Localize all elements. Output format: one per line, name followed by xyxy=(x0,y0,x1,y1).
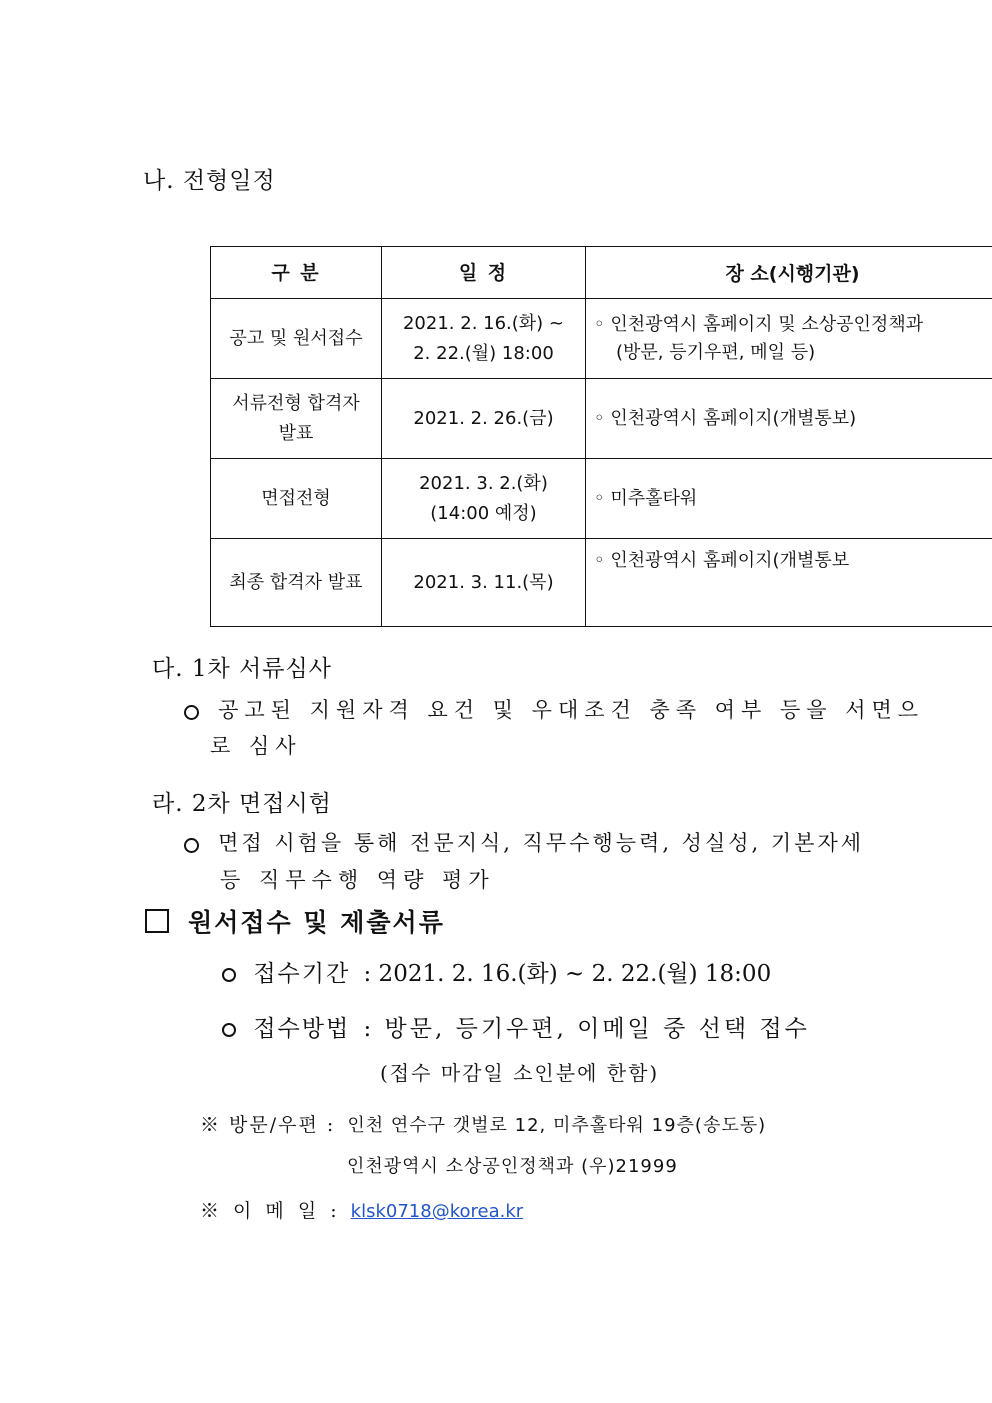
bullet-item: 면접 시험을 통해 전문지식, 직무수행능력, 성실성, 기본자세 xyxy=(184,827,864,857)
bullet-continuation: 로 심사 xyxy=(210,734,302,758)
table-row xyxy=(211,539,992,627)
table-row xyxy=(211,379,992,459)
cell-place: ◦ 인천광역시 홈페이지(개별통보 xyxy=(586,539,992,627)
circle-bullet-icon xyxy=(222,1023,236,1037)
email-info xyxy=(200,1196,523,1223)
schedule-table xyxy=(210,246,992,627)
method-value: : 방문, 등기우편, 이메일 중 선택 접수 xyxy=(363,1016,810,1042)
bullet-item: 공고된 지원자격 요건 및 우대조건 충족 여부 등을 서면으 xyxy=(184,694,924,724)
cell-category: 면접전형 xyxy=(211,459,382,539)
section-title-application: 원서접수 및 제출서류 xyxy=(188,908,445,937)
cell-place: ◦ 인천광역시 홈페이지(개별통보) xyxy=(586,379,992,459)
application-method xyxy=(222,1010,810,1043)
method-note: (접수 마감일 소인분에 한함) xyxy=(380,1061,660,1085)
visit-label: ※ 방문/우편 : xyxy=(200,1114,336,1136)
cell-date: 2021. 2. 16.(화) ~ 2. 22.(월) 18:00 xyxy=(382,299,586,379)
email-label: ※ 이 메 일 : xyxy=(200,1200,341,1222)
cell-place: ◦ 미추홀타워 xyxy=(586,459,992,539)
period-label: 접수기간 xyxy=(253,961,351,987)
cell-category: 서류전형 합격자 발표 xyxy=(211,379,382,459)
circle-bullet-icon xyxy=(184,838,199,853)
section-title-document-review: 다. 1차 서류심사 xyxy=(152,656,332,682)
email-link[interactable]: klsk0718@korea.kr xyxy=(350,1201,524,1222)
section-application xyxy=(145,903,445,939)
cell-date: 2021. 3. 2.(화) (14:00 예정) xyxy=(382,459,586,539)
cell-place: ◦ 인천광역시 홈페이지 및 소상공인정책과 (방문, 등기우편, 메일 등) xyxy=(586,299,992,379)
application-period xyxy=(222,955,771,988)
visit-office: 인천광역시 소상공인정책과 (우)21999 xyxy=(347,1156,678,1177)
header-date: 일 정 xyxy=(382,247,586,299)
bullet-continuation: 등 직무수행 역량 평가 xyxy=(220,868,495,892)
table-header-row xyxy=(211,247,992,299)
header-category: 구 분 xyxy=(211,247,382,299)
header-place: 장 소(시행기관) xyxy=(586,247,992,299)
circle-bullet-icon xyxy=(184,705,199,720)
visit-info xyxy=(200,1110,766,1137)
cell-date: 2021. 2. 26.(금) xyxy=(382,379,586,459)
cell-category: 최종 합격자 발표 xyxy=(211,539,382,627)
method-label: 접수방법 xyxy=(253,1016,351,1042)
section-title-schedule: 나. 전형일정 xyxy=(143,168,276,194)
circle-bullet-icon xyxy=(222,968,236,982)
cell-category: 공고 및 원서접수 xyxy=(211,299,382,379)
cell-date: 2021. 3. 11.(목) xyxy=(382,539,586,627)
visit-address: 인천 연수구 갯벌로 12, 미추홀타워 19층(송도동) xyxy=(347,1115,767,1136)
table-row xyxy=(211,299,992,379)
period-value: : 2021. 2. 16.(화) ~ 2. 22.(월) 18:00 xyxy=(363,961,772,987)
section-title-interview: 라. 2차 면접시험 xyxy=(152,791,332,817)
table-row xyxy=(211,459,992,539)
square-bullet-icon xyxy=(145,909,169,933)
